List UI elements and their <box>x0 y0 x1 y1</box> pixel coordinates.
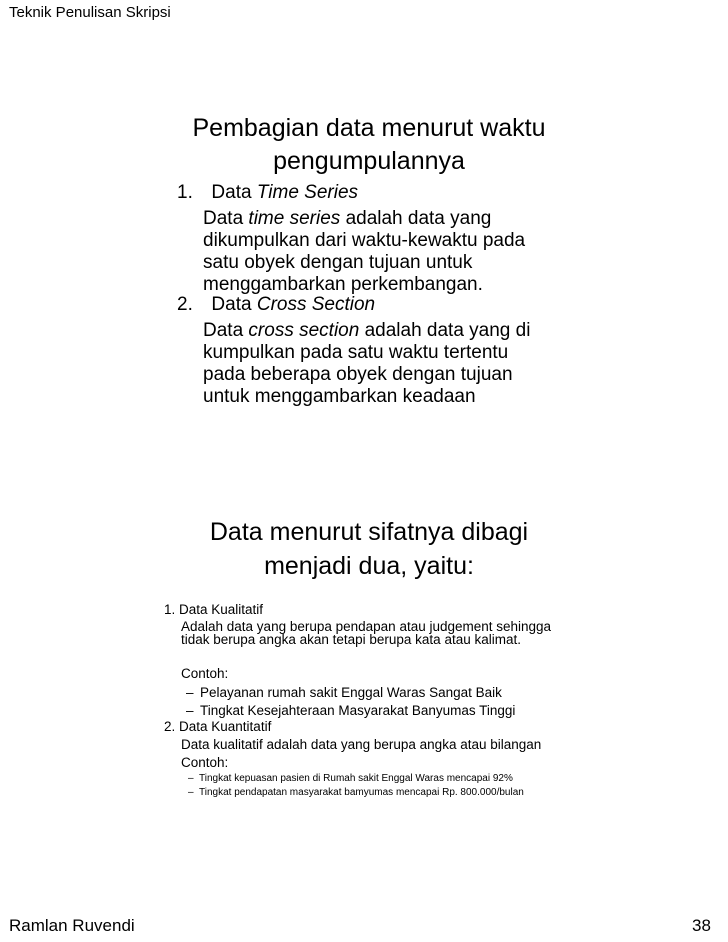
slide-2-item-1-example-label: Contoh: <box>181 666 229 681</box>
slide-2-title: Data menurut sifatnya dibagi menjadi dua, yaitu: <box>209 518 529 580</box>
slide-2-item-2-example-2: – Tingkat pendapatan masyarakat bamyumas mencapai Rp. 800.000/bulan <box>188 787 524 798</box>
example-text: Tingkat kepuasan pasien di Rumah sakit Enggal Waras mencapai 92% <box>199 773 513 784</box>
page-number: 38 <box>692 916 711 935</box>
example-text: Tingkat pendapatan masyarakat bamyumas mencapai Rp. 800.000/bulan <box>199 787 524 798</box>
slide-2-item-1-example-2: – Tingkat Kesejahteraan Masyarakat Banyumas Tinggi <box>186 703 516 718</box>
slide-1-item-1-desc-line1 <box>203 208 491 230</box>
slide-2-item-2-heading: 2. Data Kuantitatif <box>164 719 272 734</box>
desc-rest: adalah data yang <box>345 208 492 229</box>
slide-1-item-2-heading <box>177 294 375 316</box>
item-number: 2. <box>177 294 193 315</box>
running-header: Teknik Penulisan Skripsi <box>9 4 171 21</box>
slide-1-item-1-heading <box>177 182 358 204</box>
slide-1-item-2-desc-line1 <box>203 320 530 342</box>
item-number: 1. <box>177 182 193 203</box>
slide-2-item-1-desc: Adalah data yang berupa pendapan atau judgement sehingga tidak berupa angka akan tetapi berupa kata atau kalimat. <box>181 619 552 647</box>
slide-1-title: Pembagian data menurut waktu pengumpulannya <box>192 114 546 175</box>
item-label-italic: Cross Section <box>256 294 376 315</box>
desc-rest: adalah data yang di <box>364 320 531 341</box>
slide-2-item-2-example-1: – Tingkat kepuasan pasien di Rumah sakit Enggal Waras mencapai 92% <box>188 773 513 784</box>
desc-italic: time series <box>248 208 341 229</box>
desc-prefix: Data <box>203 320 244 341</box>
slide-1-item-2-desc: kumpulkan pada satu waktu tertentu pada beberapa obyek dengan tujuan untuk menggambarkan keadaan <box>203 342 513 407</box>
slide-2-item-1-example-1: – Pelayanan rumah sakit Enggal Waras Sangat Baik <box>186 685 502 700</box>
slide-2-item-2-example-label: Contoh: <box>181 755 229 770</box>
slide-1-item-1-desc: dikumpulkan dari waktu-kewaktu pada satu obyek dengan tujuan untuk menggambarkan perkembangan. <box>203 230 526 295</box>
desc-prefix: Data <box>203 208 244 229</box>
slide-2-item-2-desc: Data kualitatif adalah data yang berupa angka atau bilangan <box>181 737 542 752</box>
example-text: Tingkat Kesejahteraan Masyarakat Banyumas Tinggi <box>200 703 516 718</box>
item-label: Data <box>211 294 252 315</box>
slide-2-item-1-heading: 1. Data Kualitatif <box>164 602 264 617</box>
item-label-italic: Time Series <box>256 182 359 203</box>
footer-author: Ramlan Ruvendi <box>9 916 135 935</box>
item-label: Data <box>211 182 252 203</box>
example-text: Pelayanan rumah sakit Enggal Waras Sangat Baik <box>200 685 502 700</box>
desc-italic: cross section <box>248 320 360 341</box>
